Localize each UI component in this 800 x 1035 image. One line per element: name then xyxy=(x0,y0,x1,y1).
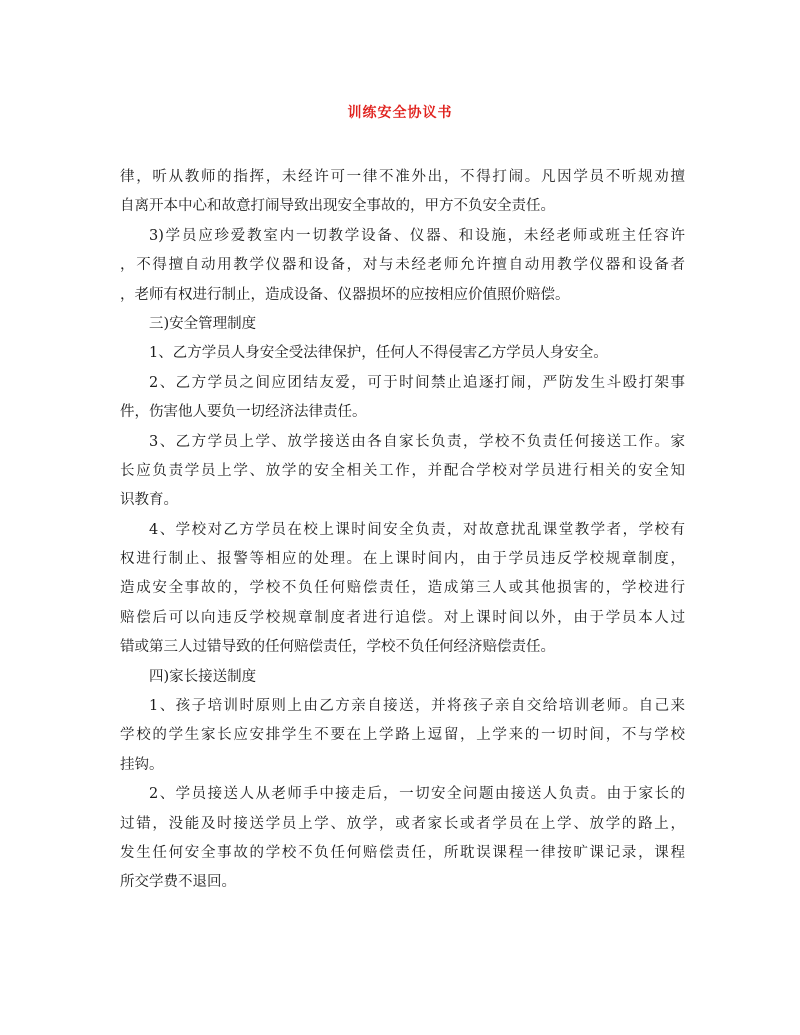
paragraph-line: 过错，没能及时接送学员上学、放学，或者家长或者学员在上学、放学的路上， xyxy=(120,815,685,832)
paragraph-line: 3、乙方学员上学、放学接送由各自家长负责，学校不负责任何接送工作。家 xyxy=(149,433,685,450)
paragraph-line: 权进行制止、报警等相应的处理。在上课时间内，由于学员违反学校规章制度， xyxy=(120,551,685,568)
paragraph-line: 3)学员应珍爱教室内一切教学设备、仪器、和设施，未经老师或班主任容许 xyxy=(149,227,685,244)
paragraph-line: ，不得擅自动用教学仪器和设备，对与未经老师允许擅自动用教学仪器和设备者 xyxy=(120,257,685,274)
paragraph-line: 长应负责学员上学、放学的安全相关工作，并配合学校对学员进行相关的安全知 xyxy=(120,462,685,479)
paragraph-line: 三)安全管理制度 xyxy=(149,315,257,332)
paragraph-line: ，老师有权进行制止，造成设备、仪器损坏的应按相应价值照价赔偿。 xyxy=(120,286,570,303)
paragraph-line: 错或第三人过错导致的任何赔偿责任，学校不负任何经济赔偿责任。 xyxy=(120,639,555,656)
document-title: 训练安全协议书 xyxy=(347,105,453,121)
paragraph-line: 2、乙方学员之间应团结友爱，可于时间禁止追逐打闹，严防发生斗殴打架事 xyxy=(149,374,685,391)
paragraph-line: 挂钩。 xyxy=(120,756,164,773)
paragraph-line: 识教育。 xyxy=(120,492,178,509)
paragraph-line: 1、孩子培训时原则上由乙方亲自接送，并将孩子亲自交给培训老师。自己来 xyxy=(149,698,685,715)
paragraph-line: 自离开本中心和故意打闹导致出现安全事故的，甲方不负安全责任。 xyxy=(120,198,555,215)
document-body xyxy=(120,163,685,898)
paragraph-line: 赔偿后可以向违反学校规章制度者进行追偿。对上课时间以外，由于学员本人过 xyxy=(120,609,685,626)
paragraph-line: 学校的学生家长应安排学生不要在上学路上逗留，上学来的一切时间，不与学校 xyxy=(120,727,685,744)
paragraph-line: 四)家长接送制度 xyxy=(149,668,257,685)
paragraph-line: 1、乙方学员人身安全受法律保护，任何人不得侵害乙方学员人身安全。 xyxy=(149,345,608,362)
paragraph-line: 造成安全事故的，学校不负任何赔偿责任，造成第三人或其他损害的，学校进行 xyxy=(120,580,685,597)
paragraph-line: 所交学费不退回。 xyxy=(120,874,236,891)
paragraph-line: 件，伤害他人要负一切经济法律责任。 xyxy=(120,404,367,421)
paragraph-line: 发生任何安全事故的学校不负任何赔偿责任，所耽误课程一律按旷课记录，课程 xyxy=(120,844,685,861)
paragraph-line: 4、学校对乙方学员在校上课时间安全负责，对故意扰乱课堂教学者，学校有 xyxy=(149,521,685,538)
paragraph-line: 律，听从教师的指挥，未经许可一律不准外出，不得打闹。凡因学员不听规劝擅 xyxy=(120,169,685,185)
paragraph-line: 2、学员接送人从老师手中接走后，一切安全问题由接送人负责。由于家长的 xyxy=(149,786,685,803)
